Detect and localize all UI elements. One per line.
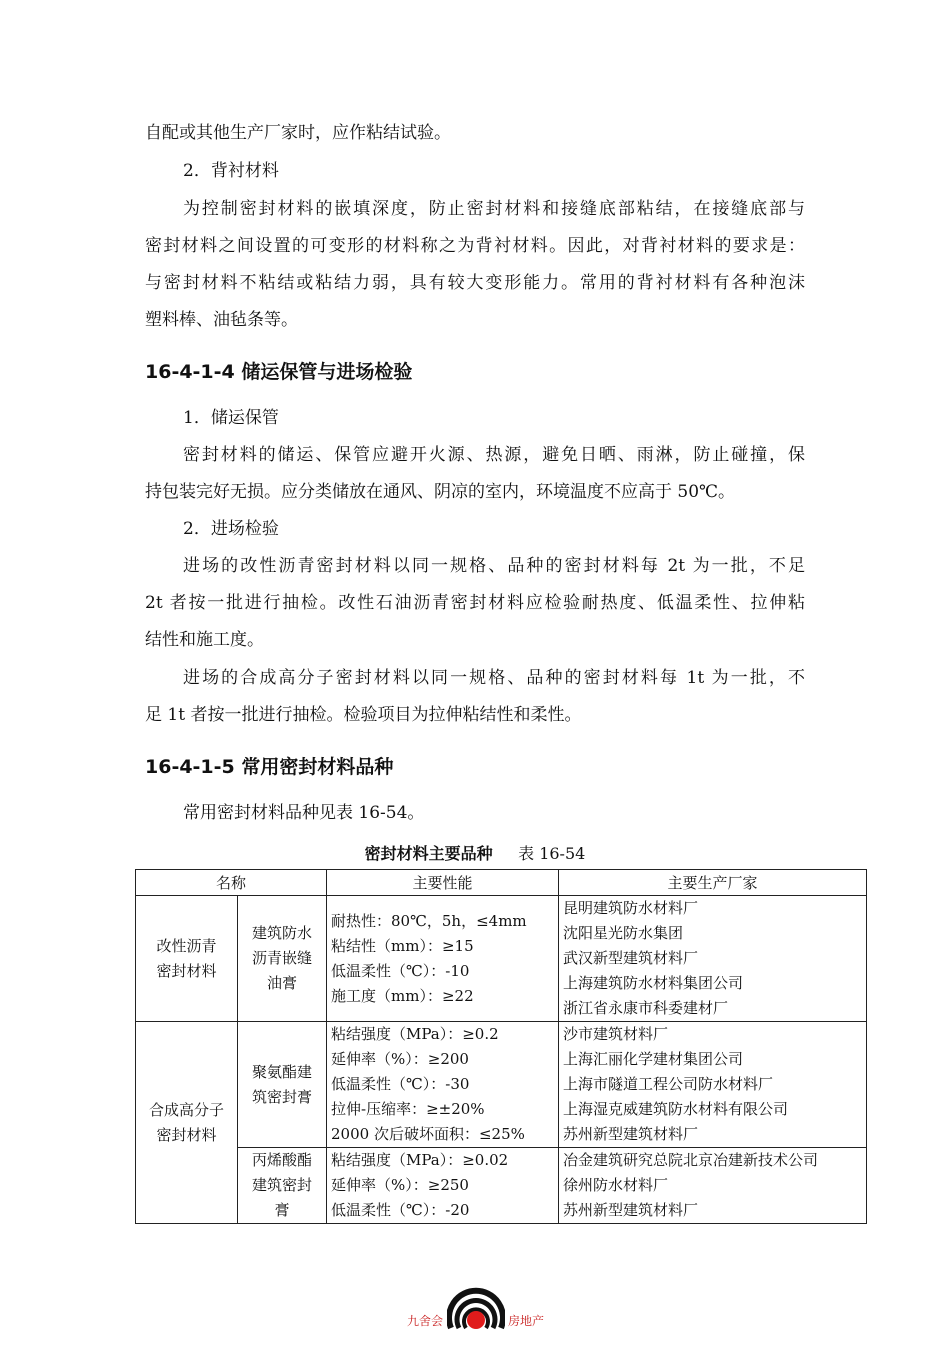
footer-text-right: 房地产 xyxy=(508,1314,545,1328)
table-caption-title: 密封材料主要品种 xyxy=(364,844,493,863)
company-logo-icon xyxy=(447,1276,505,1338)
list-heading: 1．储运保管 xyxy=(183,408,279,428)
section-heading: 16-4-1-4 储运保管与进场检验 xyxy=(145,361,413,383)
material-name-cell: 聚氨酯建 筑密封膏 xyxy=(238,1022,327,1148)
paragraph: 进场的合成高分子密封材料以同一规格、品种的密封材料每 1t 为一批，不 xyxy=(183,668,805,688)
paragraph: 2t 者按一批进行抽检。改性石油沥青密封材料应检验耐热度、低温柔性、拉伸粘 xyxy=(145,593,805,613)
material-name-cell: 建筑防水 沥青嵌缝 油膏 xyxy=(238,896,327,1022)
makers-cell: 冶金建筑研究总院北京冶建新技术公司 徐州防水材料厂 苏州新型建筑材料厂 xyxy=(559,1148,867,1224)
table-row xyxy=(136,1148,867,1224)
makers-cell: 昆明建筑防水材料厂 沈阳星光防水集团 武汉新型建筑材料厂 上海建筑防水材料集团公司 浙江省永康市科委建材厂 xyxy=(559,896,867,1022)
footer-text-left: 九舍会 xyxy=(407,1314,444,1328)
category-cell: 改性沥青 密封材料 xyxy=(136,896,238,1022)
header-makers: 主要生产厂家 xyxy=(559,870,867,896)
material-name-cell: 丙烯酸酯 建筑密封 膏 xyxy=(238,1148,327,1224)
paragraph: 常用密封材料品种见表 16-54。 xyxy=(183,803,425,823)
makers-cell: 沙市建筑材料厂 上海汇丽化学建材集团公司 上海市隧道工程公司防水材料厂 上海湿克威建筑防水材料有限公司 苏州新型建筑材料厂 xyxy=(559,1022,867,1148)
paragraph: 与密封材料不粘结或粘结力弱，具有较大变形能力。常用的背衬材料有各种泡沫 xyxy=(145,273,805,293)
table-row xyxy=(136,896,867,1022)
paragraph: 结性和施工度。 xyxy=(145,630,264,650)
paragraph: 进场的改性沥青密封材料以同一规格、品种的密封材料每 2t 为一批，不足 xyxy=(183,556,805,576)
table-row xyxy=(136,1022,867,1148)
paragraph: 自配或其他生产厂家时，应作粘结试验。 xyxy=(145,123,451,143)
list-heading: 2．进场检验 xyxy=(183,519,279,539)
paragraph: 持包装完好无损。应分类储放在通风、阴凉的室内，环境温度不应高于 50℃。 xyxy=(145,482,736,502)
table-caption-number: 表 16-54 xyxy=(518,844,586,863)
section-heading: 16-4-1-5 常用密封材料品种 xyxy=(145,756,394,778)
header-name: 名称 xyxy=(136,870,327,896)
properties-cell: 耐热性：80℃，5h，≤4mm 粘结性（mm）：≥15 低温柔性（℃）：-10 施工度（mm）：≥22 xyxy=(327,896,559,1022)
table-header-row xyxy=(136,870,867,896)
category-cell: 合成高分子 密封材料 xyxy=(136,1022,238,1224)
table-caption xyxy=(0,841,950,864)
paragraph: 足 1t 者按一批进行抽检。检验项目为拉伸粘结性和柔性。 xyxy=(145,705,582,725)
paragraph: 密封材料之间设置的可变形的材料称之为背衬材料。因此，对背衬材料的要求是： xyxy=(145,236,805,256)
paragraph: 为控制密封材料的嵌填深度，防止密封材料和接缝底部粘结，在接缝底部与 xyxy=(183,199,805,219)
header-properties: 主要性能 xyxy=(327,870,559,896)
properties-cell: 粘结强度（MPa）：≥0.2 延伸率（%）：≥200 低温柔性（℃）：-30 拉伸-压缩率：≥±20% 2000 次后破坏面积：≤25% xyxy=(327,1022,559,1148)
properties-cell: 粘结强度（MPa）：≥0.02 延伸率（%）：≥250 低温柔性（℃）：-20 xyxy=(327,1148,559,1224)
paragraph: 密封材料的储运、保管应避开火源、热源，避免日晒、雨淋，防止碰撞，保 xyxy=(183,445,805,465)
page-footer xyxy=(0,1276,950,1338)
list-heading: 2．背衬材料 xyxy=(183,161,279,181)
materials-table xyxy=(135,869,867,1224)
paragraph: 塑料棒、油毡条等。 xyxy=(145,310,298,330)
